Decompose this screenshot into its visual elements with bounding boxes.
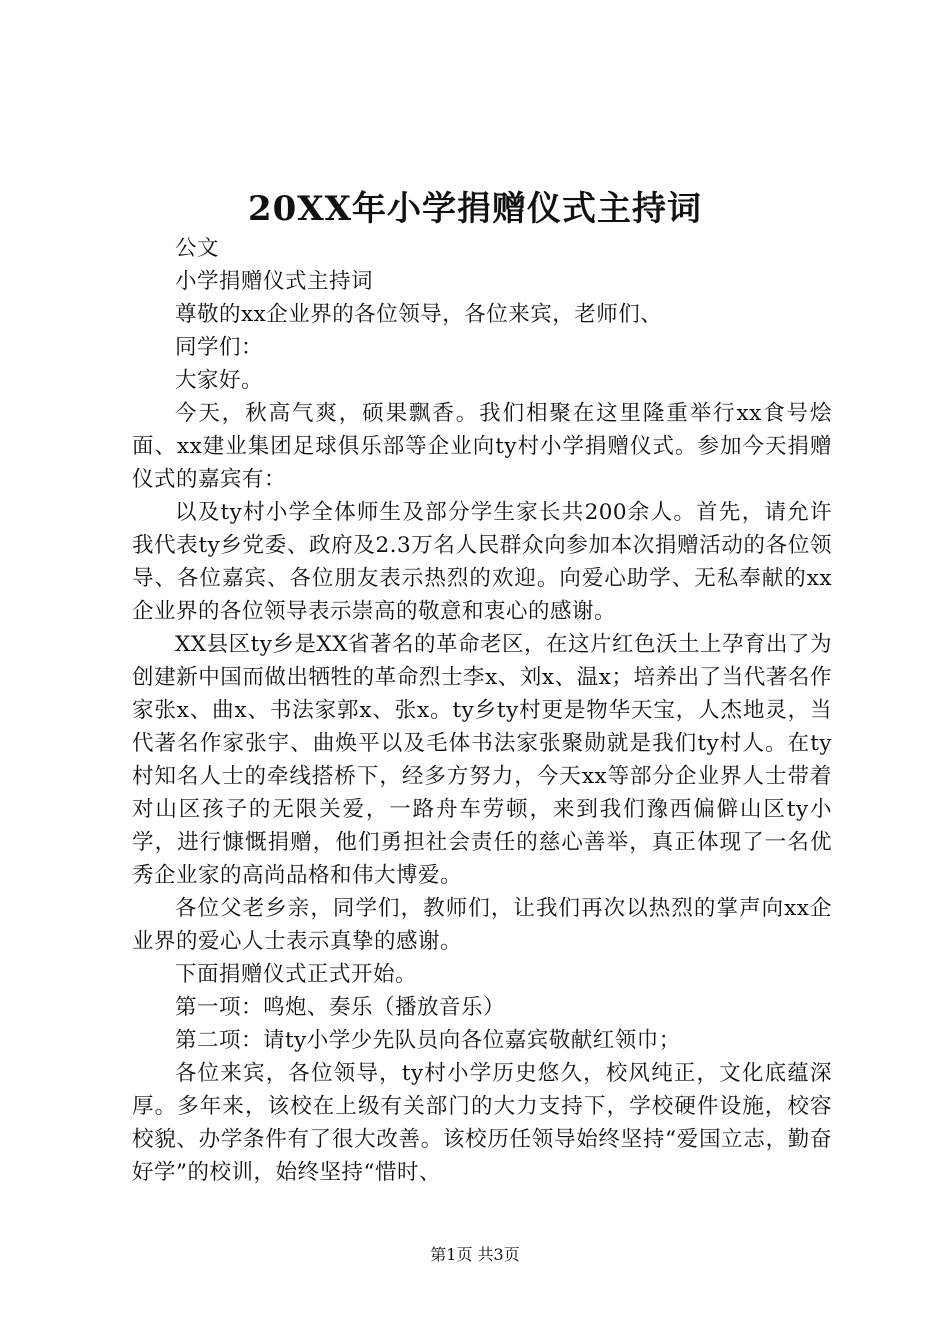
- paragraph-greeting: 大家好。: [175, 368, 264, 393]
- document-body: [132, 232, 832, 1189]
- paragraph-opening: 今天，秋高气爽，硕果飘香。我们相聚在这里隆重举行xx食号烩面、xx建业集团足球俱乐部等企业向ty村小学捐赠仪式。参加今天捐赠仪式的嘉宾有：: [132, 401, 832, 492]
- paragraph-welcome: 以及ty村小学全体师生及部分学生家长共200余人。首先，请允许我代表ty乡党委、政府及2.3万名人民群众向参加本次捐赠活动的各位领导、各位嘉宾、各位朋友表示热烈的欢迎。向爱心助学、无私奉献的xx企业界的各位领导表示崇高的敬意和衷心的感谢。: [132, 500, 832, 624]
- document-title: 20XX年小学捐赠仪式主持词: [247, 189, 703, 229]
- paragraph-subtitle: 小学捐赠仪式主持词: [175, 269, 374, 294]
- paragraph-item-1: 第一项：鸣炮、奏乐（播放音乐）: [175, 995, 506, 1020]
- paragraph-start: 下面捐赠仪式正式开始。: [175, 962, 418, 987]
- paragraph-school: 各位来宾，各位领导，ty村小学历史悠久，校风纯正，文化底蕴深厚。多年来，该校在上级有关部门的大力支持下，学校硬件设施，校容校貌、办学条件有了很大改善。该校历任领导始终坚持“爱国立志，勤奋好学”的校训，始终坚持“惜时、: [132, 1061, 832, 1185]
- paragraph-thanks: 各位父老乡亲，同学们，教师们，让我们再次以热烈的掌声向xx企业界的爱心人士表示真挚的感谢。: [132, 896, 832, 954]
- paragraph-category: 公文: [175, 236, 220, 261]
- paragraph-salutation-cont: 同学们：: [175, 335, 264, 360]
- paragraph-item-2: 第二项：请ty小学少先队员向各位嘉宾敬献红领巾；: [175, 1028, 681, 1053]
- page-footer: 第1页 共3页: [430, 1245, 520, 1264]
- paragraph-history: XX县区ty乡是XX省著名的革命老区，在这片红色沃土上孕育出了为创建新中国而做出牺牲的革命烈士李x、刘x、温x；培养出了当代著名作家张x、曲x、书法家郭x、张x。ty乡ty村更是物华天宝，人杰地灵，当代著名作家张宇、曲焕平以及毛体书法家张聚勋就是我们ty村人。在ty村知名人士的牵线搭桥下，经多方努力，今天xx等部分企业界人士带着对山区孩子的无限关爱，一路舟车劳顿，来到我们豫西偏僻山区ty小学，进行慷慨捐赠，他们勇担社会责任的慈心善举，真正体现了一名优秀企业家的高尚品格和伟大博爱。: [132, 632, 833, 888]
- paragraph-salutation: 尊敬的xx企业界的各位领导，各位来宾，老师们、: [175, 302, 663, 327]
